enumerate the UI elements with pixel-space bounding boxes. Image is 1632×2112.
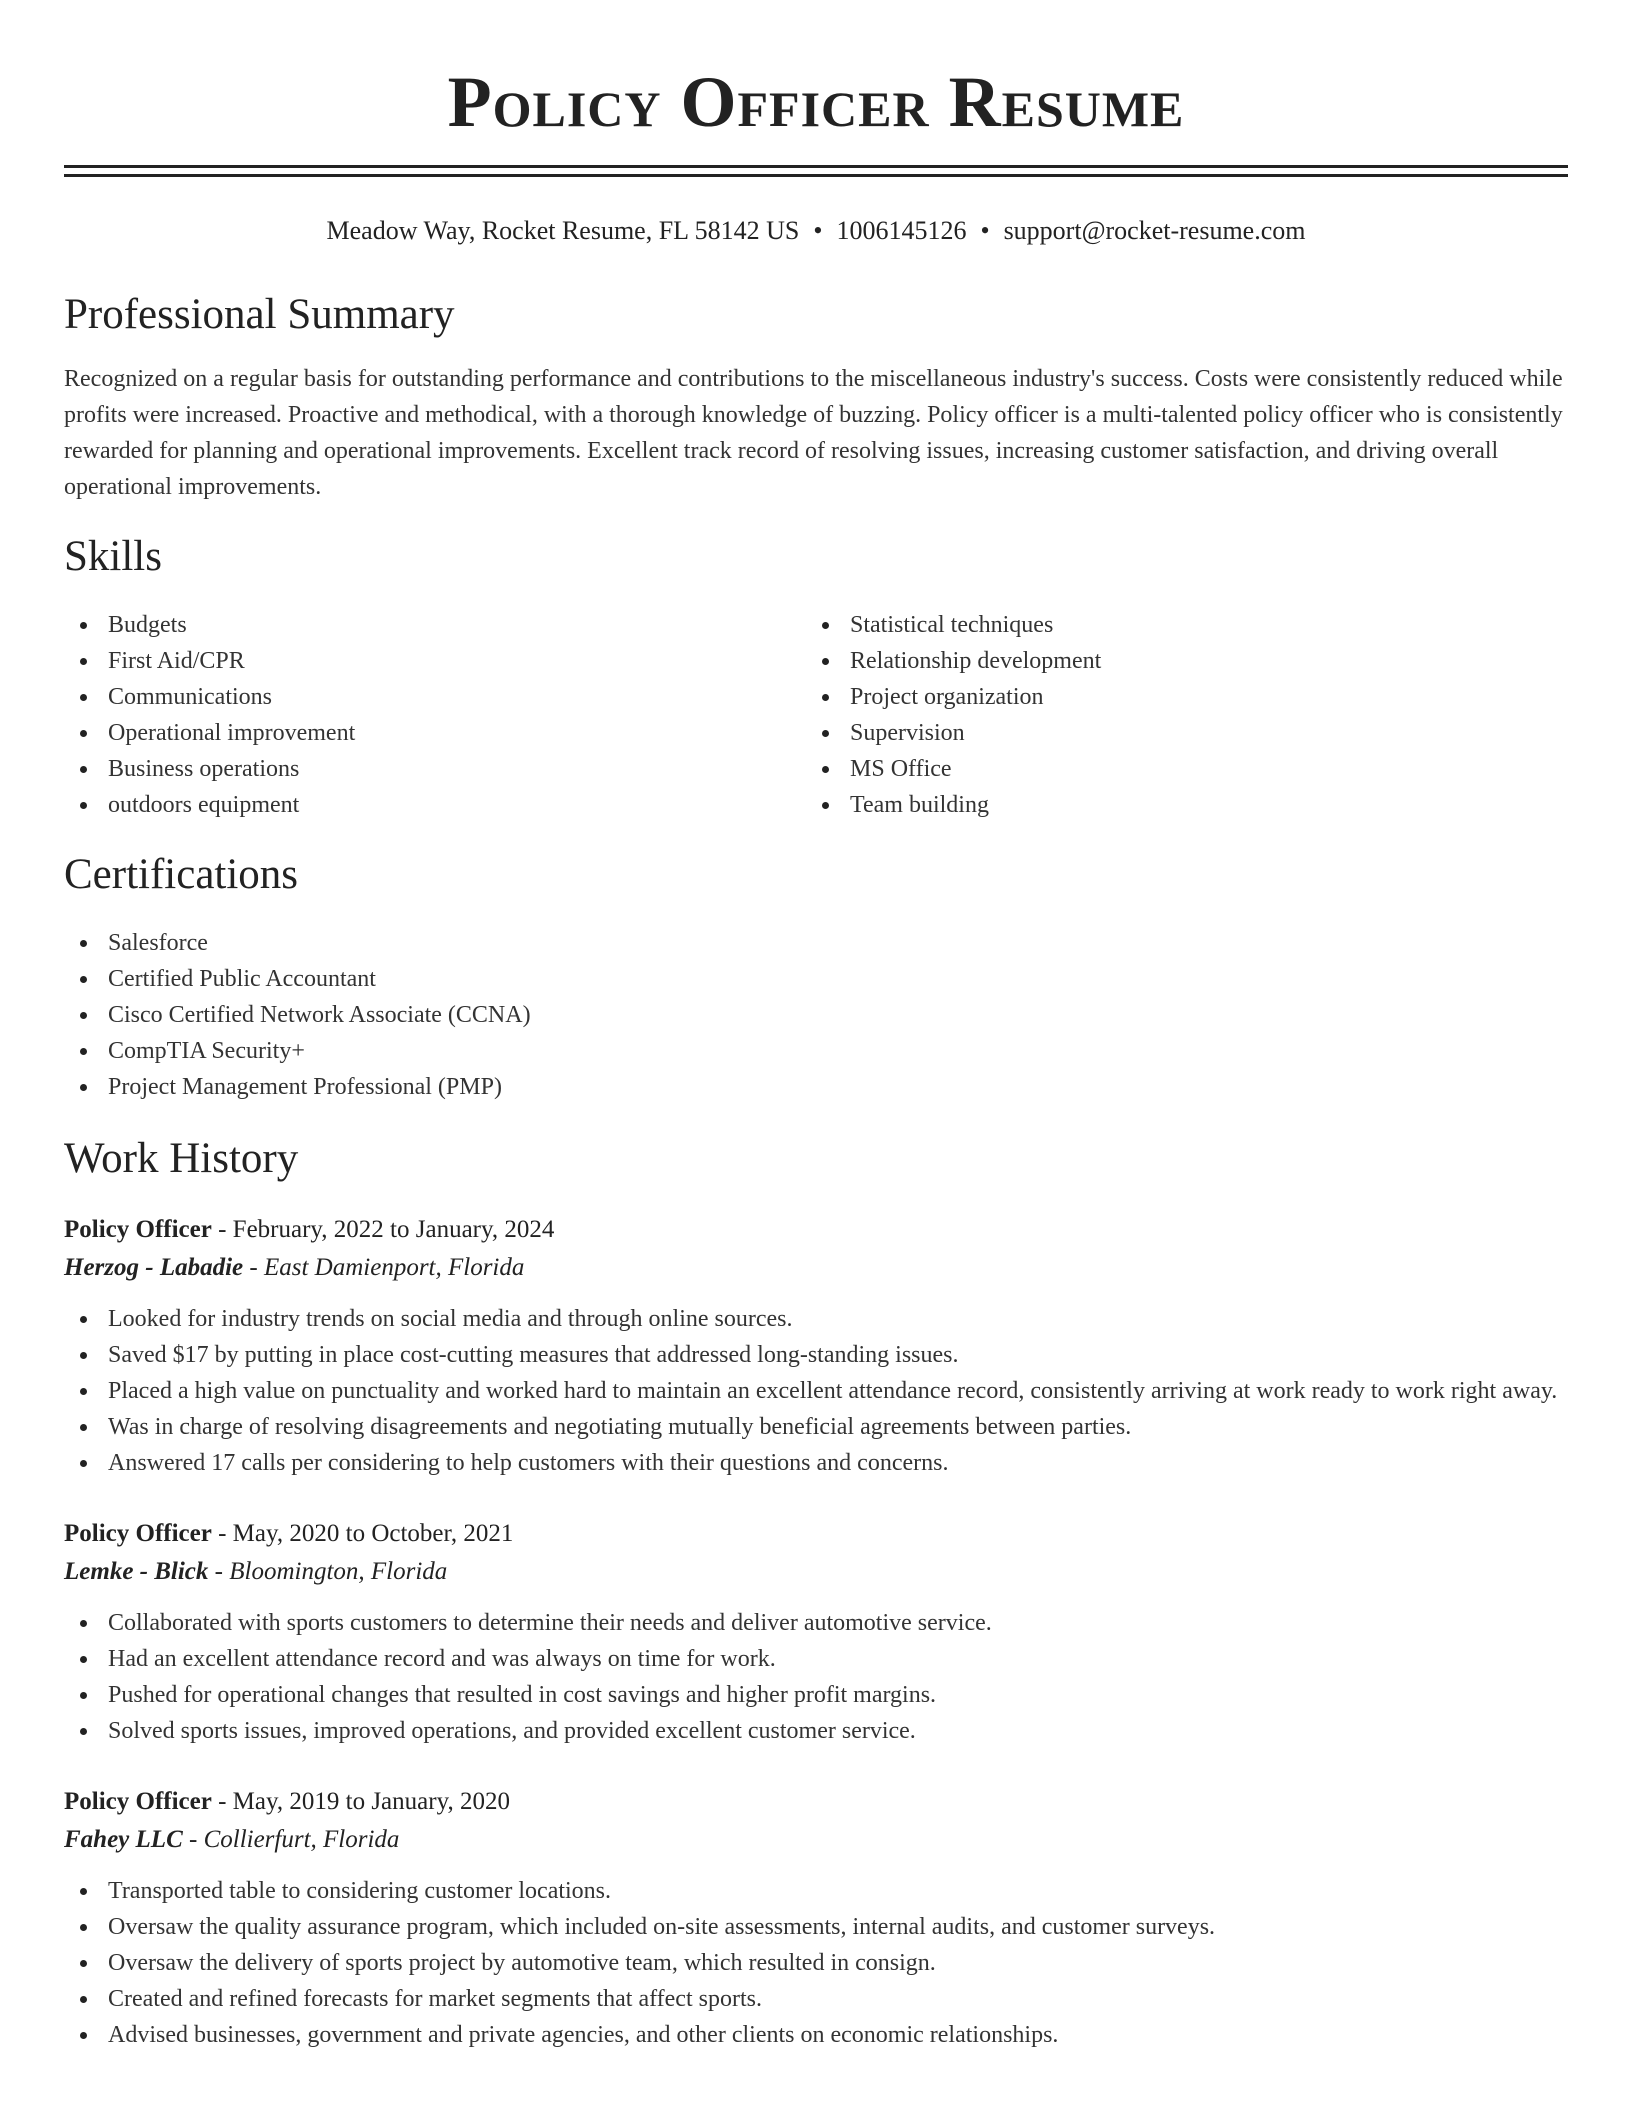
skill-item: First Aid/CPR [64,643,806,679]
certification-item: Cisco Certified Network Associate (CCNA) [64,997,1568,1033]
skill-item: Operational improvement [64,715,806,751]
skill-item: Project organization [806,679,1548,715]
title-divider [64,165,1568,177]
job-title: Policy Officer [64,1520,212,1547]
job-dates: February, 2022 to January, 2024 [232,1216,555,1243]
job-title: Policy Officer [64,1788,212,1815]
certifications-heading: Certifications [64,851,299,898]
job-duty-item: Saved $17 by putting in place cost-cutting measures that addressed long-standing issues. [64,1337,1568,1373]
skill-item: Supervision [806,715,1548,751]
job-entry [64,1783,1568,2053]
job-dates: May, 2020 to October, 2021 [232,1520,514,1547]
job-duties-list [64,1605,1568,1749]
certification-item: Project Management Professional (PMP) [64,1069,1568,1105]
skill-item: Relationship development [806,643,1548,679]
job-duty-item: Created and refined forecasts for market segments that affect sports. [64,1981,1568,2017]
summary-heading: Professional Summary [64,291,455,338]
skill-item: Communications [64,679,806,715]
job-duty-item: Oversaw the quality assurance program, which included on-site assessments, internal audits, and customer surveys. [64,1909,1568,1945]
job-company: Lemke - Blick [64,1558,209,1585]
contact-address: Meadow Way, Rocket Resume, FL 58142 US [326,216,800,245]
skill-item: Business operations [64,751,806,787]
job-title-line: Policy Officer - May, 2020 to October, 2021 [64,1520,514,1547]
job-duty-item: Collaborated with sports customers to determine their needs and deliver automotive service. [64,1605,1568,1641]
skills-list-right [806,607,1548,823]
certification-item: Salesforce [64,925,1568,961]
skills-columns [64,607,1568,823]
skill-item: Budgets [64,607,806,643]
job-company: Fahey LLC [64,1826,183,1853]
certification-item: Certified Public Accountant [64,961,1568,997]
job-company: Herzog - Labadie [64,1254,244,1281]
job-duty-item: Placed a high value on punctuality and worked hard to maintain an excellent attendance record, consistently arriving at work ready to work right away. [64,1373,1568,1409]
job-duty-item: Looked for industry trends on social media and through online sources. [64,1301,1568,1337]
job-title: Policy Officer [64,1216,212,1243]
contact-separator: • [980,216,990,245]
job-duty-item: Had an excellent attendance record and was always on time for work. [64,1641,1568,1677]
job-title-line: Policy Officer - May, 2019 to January, 2020 [64,1788,510,1815]
job-company-line: Fahey LLC - Collierfurt, Florida [64,1826,400,1853]
job-duties-list [64,1301,1568,1481]
summary-section [64,287,1568,505]
work-history-heading: Work History [64,1135,299,1182]
certifications-section [64,847,1568,1105]
contact-line [64,213,1568,249]
job-duty-item: Advised businesses, government and private agencies, and other clients on economic relationships. [64,2017,1568,2053]
skill-item: outdoors equipment [64,787,806,823]
certification-item: CompTIA Security+ [64,1033,1568,1069]
job-duty-item: Answered 17 calls per considering to help customers with their questions and concerns. [64,1445,1568,1481]
certifications-list [64,925,1568,1105]
job-duty-item: Was in charge of resolving disagreements and negotiating mutually beneficial agreements between parties. [64,1409,1568,1445]
skills-heading: Skills [64,533,162,580]
job-entry [64,1515,1568,1749]
job-duties-list [64,1873,1568,2053]
job-company-line: Herzog - Labadie - East Damienport, Florida [64,1254,525,1281]
contact-email[interactable]: support@rocket-resume.com [1003,216,1306,245]
job-duty-item: Oversaw the delivery of sports project by automotive team, which resulted in consign. [64,1945,1568,1981]
work-history-section [64,1131,1568,2053]
job-company-line: Lemke - Blick - Bloomington, Florida [64,1558,448,1585]
job-entry [64,1211,1568,1481]
job-location: Collierfurt, Florida [203,1826,400,1853]
skills-section [64,529,1568,823]
job-duty-item: Transported table to considering customer locations. [64,1873,1568,1909]
job-location: East Damienport, Florida [263,1254,525,1281]
job-duty-item: Solved sports issues, improved operations, and provided excellent customer service. [64,1713,1568,1749]
contact-phone: 1006145126 [836,216,967,245]
job-title-line: Policy Officer - February, 2022 to January, 2024 [64,1216,555,1243]
job-location: Bloomington, Florida [229,1558,448,1585]
skill-item: Team building [806,787,1548,823]
skill-item: Statistical techniques [806,607,1548,643]
skills-list-left [64,607,806,823]
summary-text: Recognized on a regular basis for outstanding performance and contributions to the miscellaneous industry's success. Costs were consistently reduced while profits were increased. Proactive and methodical, with a thorough knowledge of buzzing. Policy officer is a multi-talented policy officer who is consistently rewarded for planning and operational improvements. Excellent track record of resolving issues, increasing customer satisfaction, and driving overall operational improvements. [64,366,1563,500]
skill-item: MS Office [806,751,1548,787]
page-title: Policy Officer Resume [447,62,1185,142]
contact-separator: • [813,216,823,245]
job-dates: May, 2019 to January, 2020 [232,1788,510,1815]
job-duty-item: Pushed for operational changes that resulted in cost savings and higher profit margins. [64,1677,1568,1713]
